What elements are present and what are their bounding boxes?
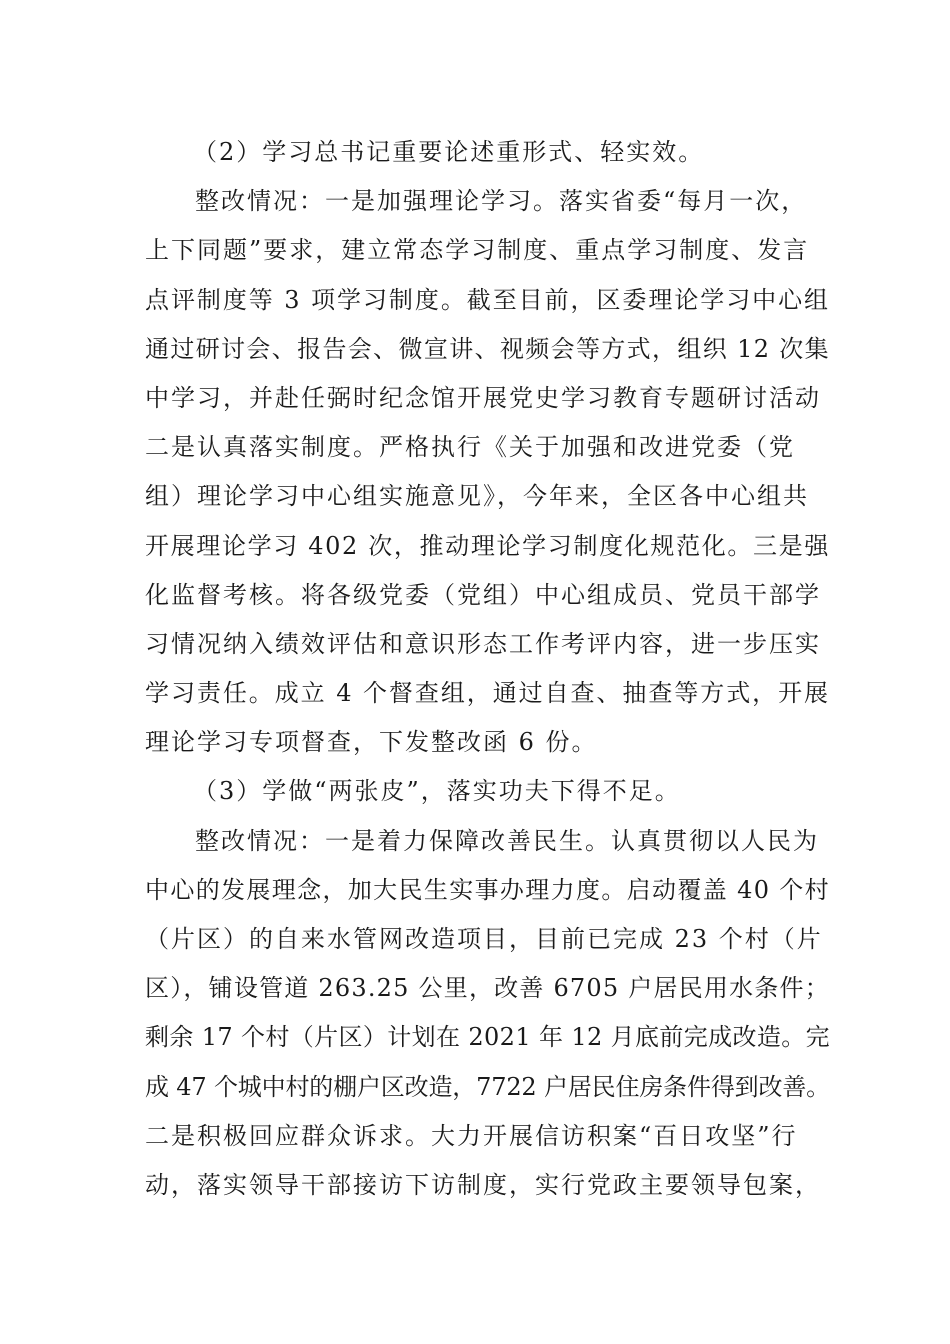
- paragraph-line: 习情况纳入绩效评估和意识形态工作考评内容，进一步压实: [145, 629, 821, 658]
- paragraph-line: 点评制度等 3 项学习制度。截至目前，区委理论学习中心组: [145, 285, 830, 314]
- paragraph-line: 二是积极回应群众诉求。大力开展信访积案“百日攻坚”行: [145, 1121, 798, 1150]
- document-body: [145, 128, 830, 1210]
- paragraph-line: 区），铺设管道 263.25 公里，改善 6705 户居民用水条件；: [145, 974, 830, 1003]
- paragraph-line: 组）理论学习中心组实施意见》，今年来，全区各中心组共: [145, 482, 809, 511]
- paragraph-line: 中学习，并赴任弼时纪念馆开展党史学习教育专题研讨活动: [145, 383, 821, 412]
- paragraph-line: （片区）的自来水管网改造项目，目前已完成 23 个村（片: [145, 925, 823, 953]
- section-heading-2: （2）学习总书记重要论述重形式、轻实效。: [193, 138, 705, 166]
- paragraph-line: 理论学习专项督查，下发整改函 6 份。: [145, 728, 598, 757]
- paragraph-line: 中心的发展理念，加大民生实事办理力度。启动覆盖 40 个村: [145, 875, 830, 904]
- paragraph-line: 二是认真落实制度。严格执行《关于加强和改进党委（党: [145, 433, 795, 462]
- paragraph-line: 整改情况：一是加强理论学习。落实省委“每月一次，: [195, 187, 808, 216]
- paragraph-line: 学习责任。成立 4 个督查组，通过自查、抽查等方式，开展: [145, 679, 830, 708]
- paragraph-line: 上下同题”要求，建立常态学习制度、重点学习制度、发言: [145, 236, 810, 265]
- paragraph-line: 剩余 17 个村（片区）计划在 2021 年 12 月底前完成改造。完: [145, 1023, 830, 1052]
- paragraph-line: 动，落实领导干部接访下访制度，实行党政主要领导包案，: [145, 1170, 821, 1199]
- paragraph-line: 开展理论学习 402 次，推动理论学习制度化规范化。三是强: [145, 531, 830, 560]
- paragraph-line: 整改情况：一是着力保障改善民生。认真贯彻以人民为: [195, 826, 819, 855]
- paragraph-line: 化监督考核。将各级党委（党组）中心组成员、党员干部学: [145, 580, 821, 609]
- section-heading-3: （3）学做“两张皮”，落实功夫下得不足。: [193, 777, 681, 806]
- paragraph-line: 通过研讨会、报告会、微宣讲、视频会等方式，组织 12 次集: [145, 334, 830, 363]
- paragraph-line: 成 47 个城中村的棚户区改造，7722 户居民住房条件得到改善。: [145, 1072, 830, 1101]
